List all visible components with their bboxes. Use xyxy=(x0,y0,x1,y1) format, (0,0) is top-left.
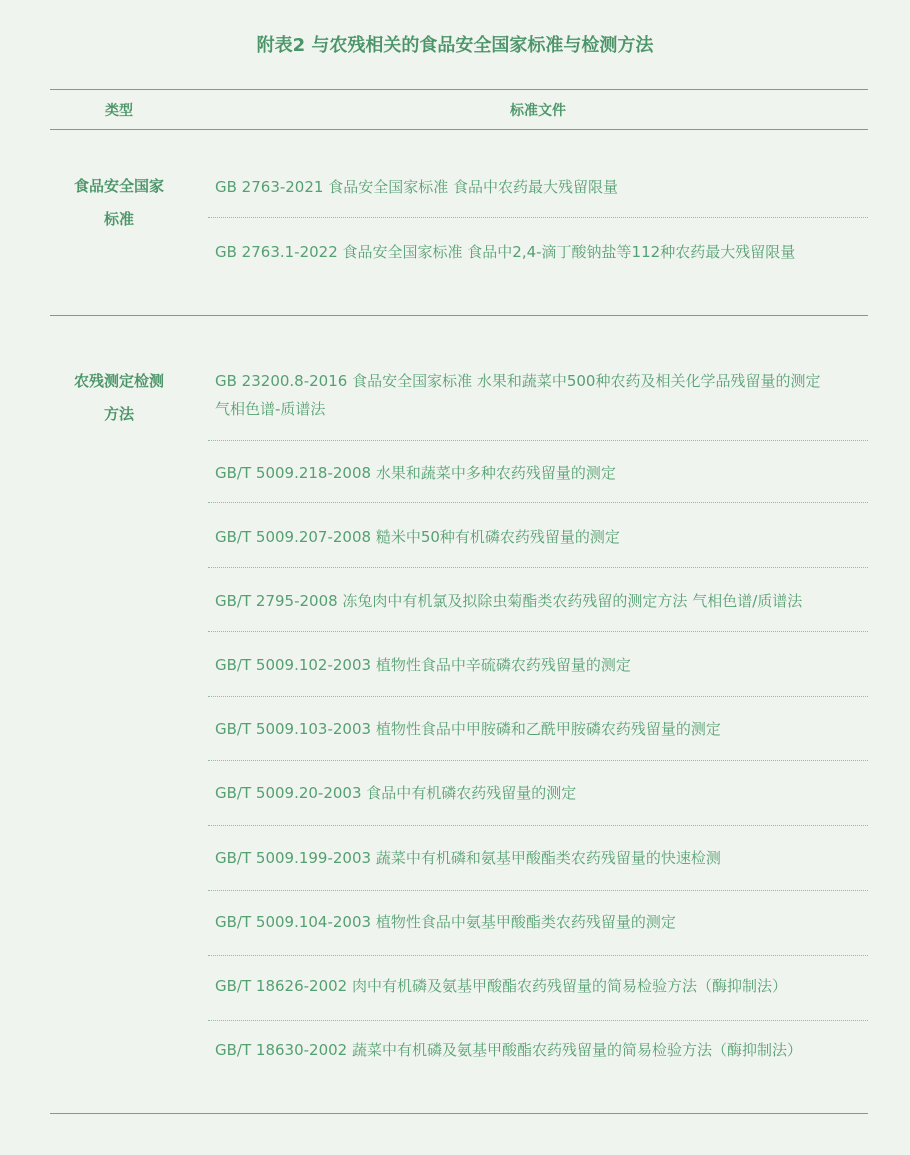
standard-item: GB/T 5009.104-2003 植物性食品中氨基甲酸酯类农药残留量的测定 xyxy=(215,913,676,931)
dotted-divider xyxy=(208,440,868,441)
section-rule xyxy=(50,315,868,316)
standard-item: GB/T 5009.207-2008 糙米中50种有机磷农药残留量的测定 xyxy=(215,528,620,546)
dotted-divider xyxy=(208,825,868,826)
category-label: 食品安全国家 标准 xyxy=(73,177,164,228)
dotted-divider xyxy=(208,760,868,761)
header-top-rule xyxy=(50,89,868,90)
standard-item: GB/T 5009.199-2003 蔬菜中有机磷和氨基甲酸酯类农药残留量的快速检测 xyxy=(215,849,721,867)
column-header-document: 标准文件 xyxy=(510,103,566,119)
dotted-divider xyxy=(208,631,868,632)
header-bottom-rule xyxy=(50,129,868,130)
standard-item: GB 2763.1-2022 食品安全国家标准 食品中2,4-滴丁酸钠盐等112种农药最大残留限量 xyxy=(215,243,796,261)
standard-item: GB 2763-2021 食品安全国家标准 食品中农药最大残留限量 xyxy=(215,178,618,196)
standard-item: GB/T 18630-2002 蔬菜中有机磷及氨基甲酸酯农药残留量的简易检验方法（酶抑制法） xyxy=(215,1041,802,1059)
standard-item: GB/T 18626-2002 肉中有机磷及氨基甲酸酯农药残留量的简易检验方法（酶抑制法） xyxy=(215,977,787,995)
standard-item: GB/T 5009.102-2003 植物性食品中辛硫磷农药残留量的测定 xyxy=(215,656,631,674)
dotted-divider xyxy=(208,696,868,697)
dotted-divider xyxy=(208,890,868,891)
category-label: 农残测定检测 方法 xyxy=(73,372,164,423)
dotted-divider xyxy=(208,1020,868,1021)
standard-item: GB/T 5009.218-2008 水果和蔬菜中多种农药残留量的测定 xyxy=(215,464,616,482)
dotted-divider xyxy=(208,567,868,568)
table-bottom-rule xyxy=(50,1113,868,1114)
standard-item: GB/T 5009.103-2003 植物性食品中甲胺磷和乙酰甲胺磷农药残留量的测定 xyxy=(215,720,721,738)
standard-item: GB 23200.8-2016 食品安全国家标准 水果和蔬菜中500种农药及相关化学品残留量的测定 气相色谱-质谱法 xyxy=(215,372,821,418)
standard-item: GB/T 2795-2008 冻兔肉中有机氯及拟除虫菊酯类农药残留的测定方法 气相色谱/质谱法 xyxy=(215,592,803,610)
column-header-type: 类型 xyxy=(105,103,133,119)
standard-item: GB/T 5009.20-2003 食品中有机磷农药残留量的测定 xyxy=(215,784,577,802)
dotted-divider xyxy=(208,502,868,503)
dotted-divider xyxy=(208,955,868,956)
table-title: 附表2 与农残相关的食品安全国家标准与检测方法 xyxy=(256,35,654,56)
dotted-divider xyxy=(208,217,868,218)
